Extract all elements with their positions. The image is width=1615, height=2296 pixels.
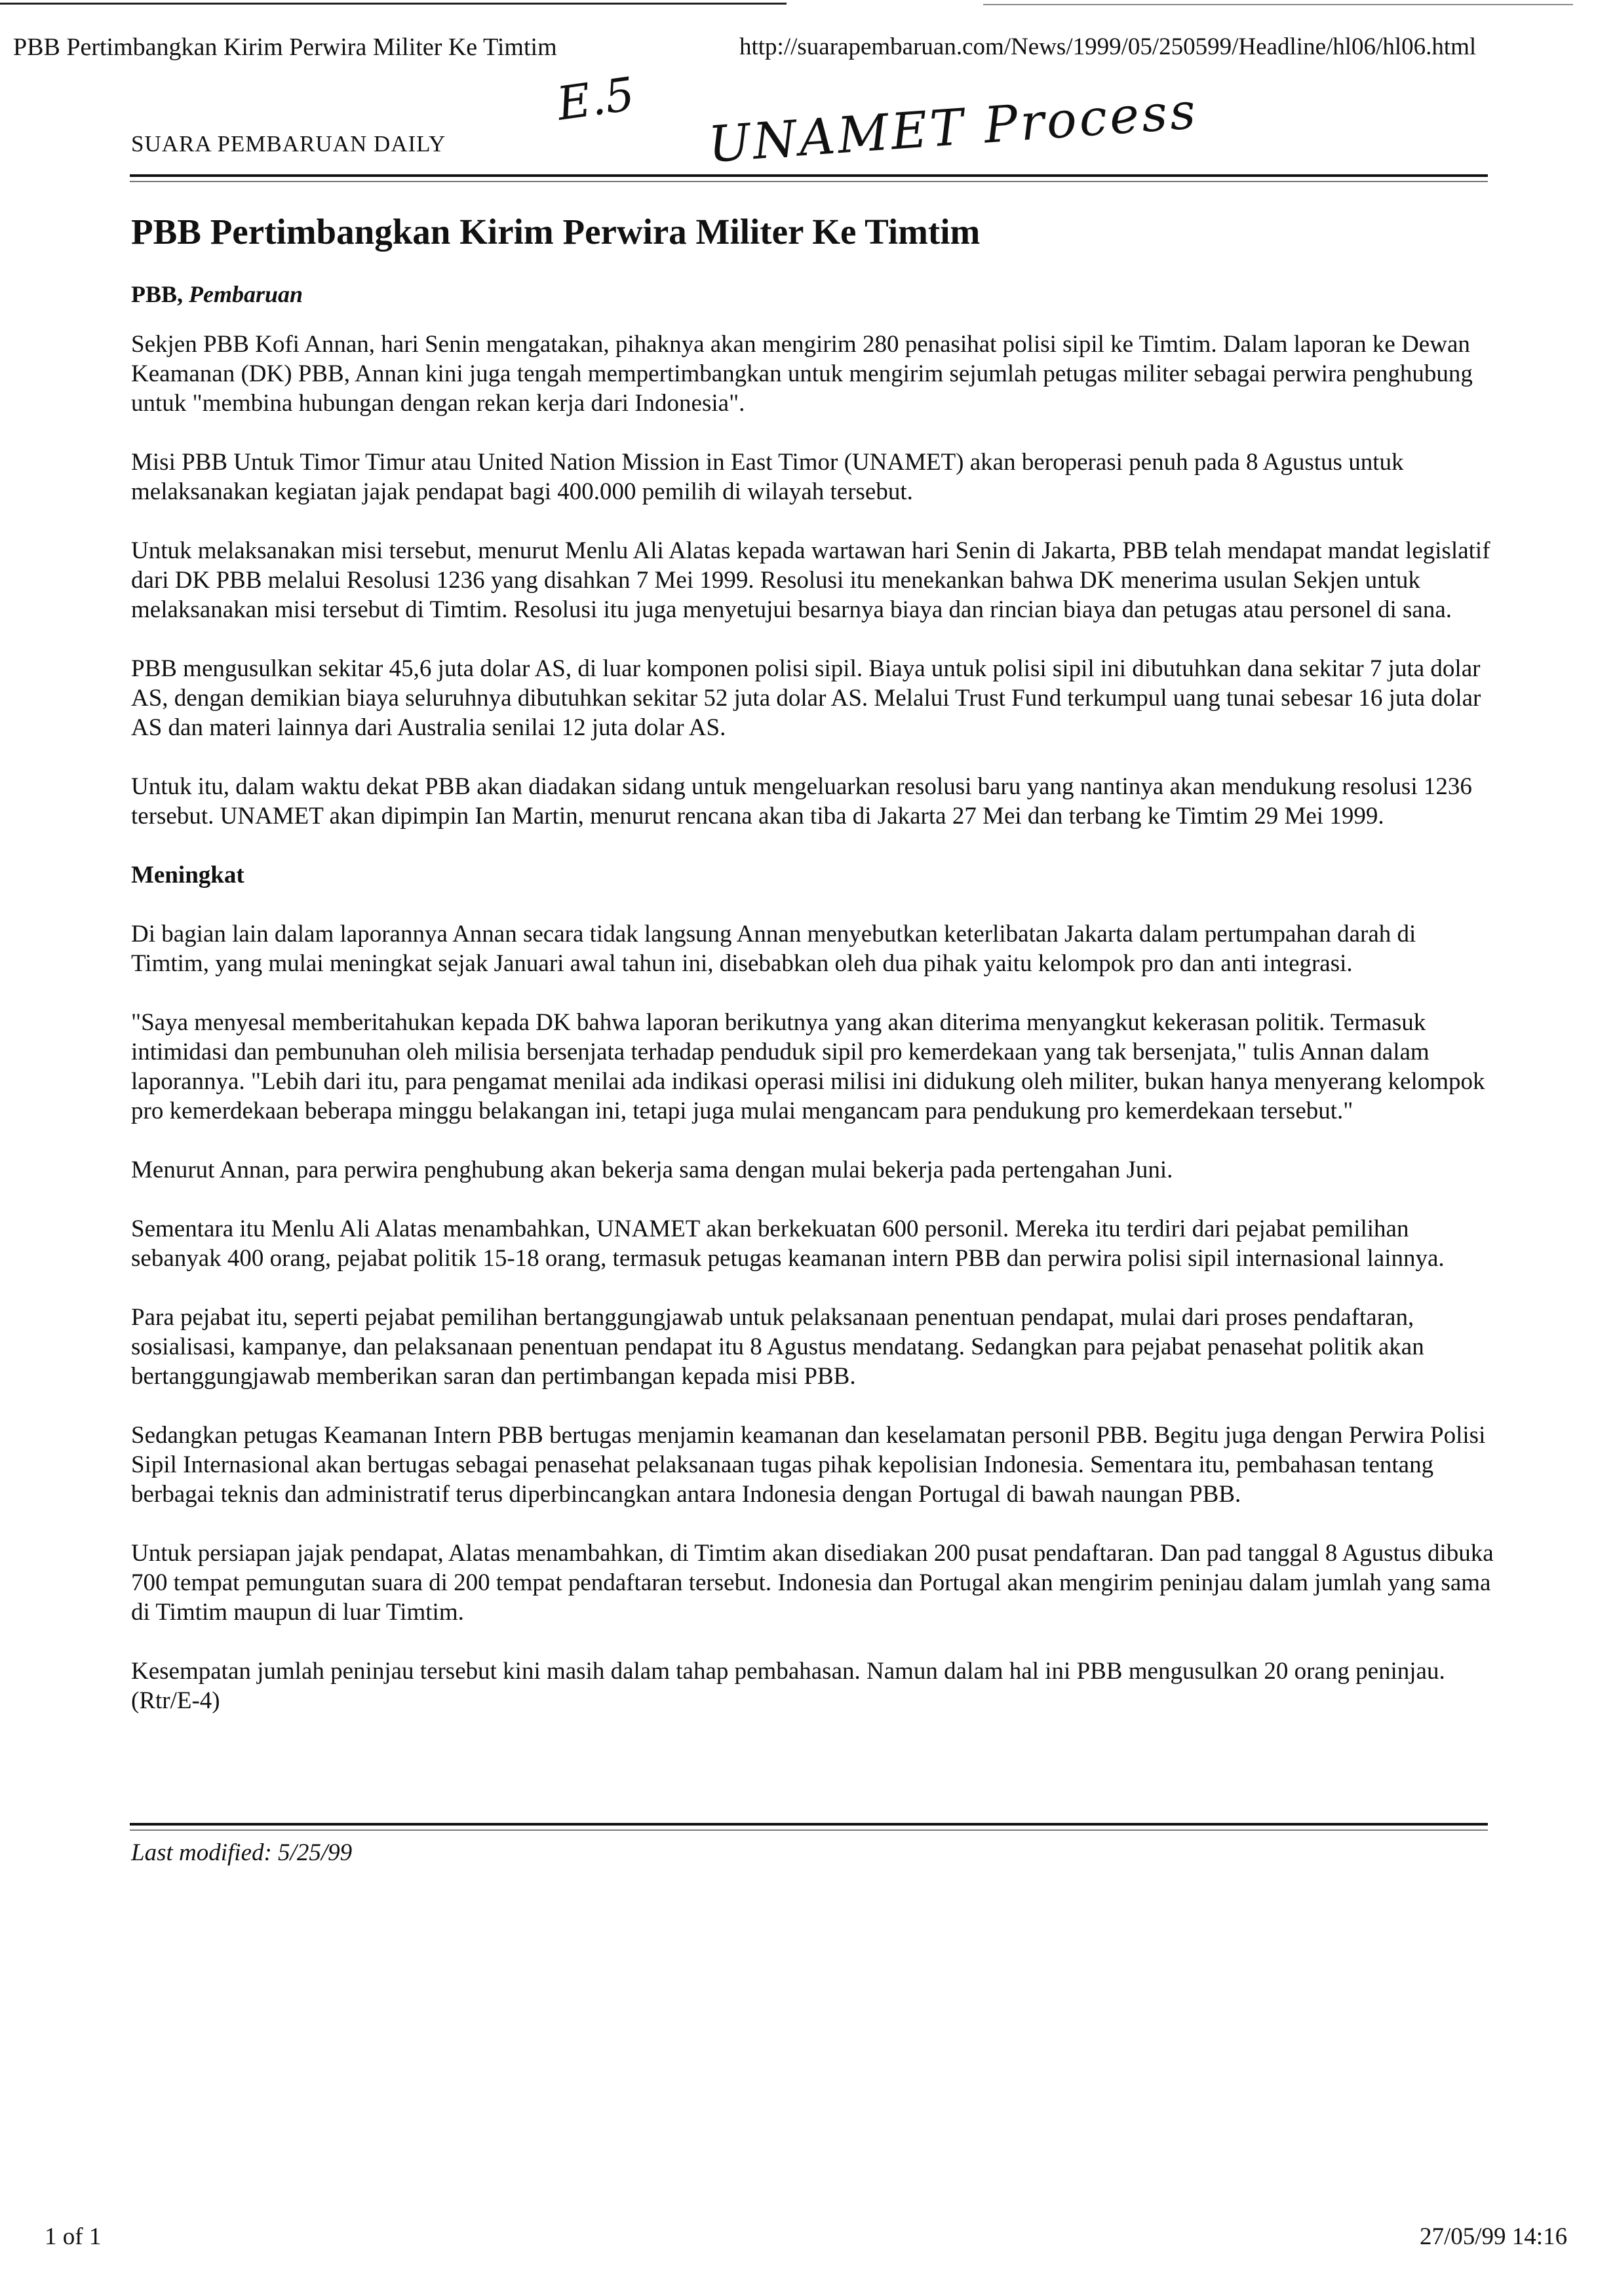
paragraph: Menurut Annan, para perwira penghubung akan bekerja sama dengan mulai bekerja pada pertengahan Juni. bbox=[131, 1157, 1173, 1183]
divider bbox=[130, 174, 1488, 182]
print-timestamp: 27/05/99 14:16 bbox=[1420, 2223, 1568, 2250]
paragraph: Untuk itu, dalam waktu dekat PBB akan diadakan sidang untuk mengeluarkan resolusi baru yang nantinya akan mendukung resolusi 1236 tersebut. UNAMET akan dipimpin Ian Martin, menurut rencana akan tiba di Jakarta 27 Mei dan terbang ke Timtim 29 Mei 1999. bbox=[131, 773, 1472, 830]
article-body bbox=[131, 330, 1494, 1745]
dateline bbox=[131, 280, 303, 308]
paragraph: Misi PBB Untuk Timor Timur atau United Nation Mission in East Timor (UNAMET) akan beroperasi penuh pada 8 Agustus untuk melaksanakan kegiatan jajak pendapat bagi 400.000 pemilih di wilayah tersebut. bbox=[131, 449, 1404, 505]
subheading: Meningkat bbox=[131, 862, 244, 889]
last-modified: Last modified: 5/25/99 bbox=[131, 1839, 353, 1866]
paragraph: Untuk persiapan jajak pendapat, Alatas menambahkan, di Timtim akan disediakan 200 pusat pendaftaran. Dan pad tanggal 8 Agustus dibuka 700 tempat pemungutan suara di 200 tempat pendaftaran tersebut. Indonesia dan Portugal akan mengirim peninjau dalam jumlah yang sama di Timtim maupun di luar Timtim. bbox=[131, 1540, 1494, 1626]
paragraph: Para pejabat itu, seperti pejabat pemilihan bertanggungjawab untuk pelaksanaan penentuan pendapat, mulai dari proses pendaftaran, sosialisasi, kampanye, dan pelaksanaan penentuan pendapat itu 8 Agustus mendatang. Sedangkan para pejabat penasehat politik akan bertanggungjawab memberikan saran dan pertimbangan kepada misi PBB. bbox=[131, 1304, 1424, 1390]
paragraph: Di bagian lain dalam laporannya Annan secara tidak langsung Annan menyebutkan keterlibatan Jakarta dalam pertumpahan darah di Timtim, yang mulai meningkat sejak Januari awal tahun ini, disebabkan oleh dua pihak yaitu kelompok pro dan anti integrasi. bbox=[131, 921, 1416, 977]
masthead: SUARA PEMBARUAN DAILY bbox=[131, 131, 446, 157]
scan-edge-line bbox=[983, 4, 1573, 5]
paragraph: Sekjen PBB Kofi Annan, hari Senin mengatakan, pihaknya akan mengirim 280 penasihat polisi sipil ke Timtim. Dalam laporan ke Dewan Keamanan (DK) PBB, Annan kini juga tengah mempertimbangkan untuk mengirim sejumlah petugas militer sebagai perwira penghubung untuk "membina hubungan dengan rekan kerja dari Indonesia". bbox=[131, 331, 1473, 417]
page-count: 1 of 1 bbox=[45, 2223, 102, 2250]
print-header-title: PBB Pertimbangkan Kirim Perwira Militer Ke Timtim bbox=[13, 33, 557, 61]
paragraph: Sedangkan petugas Keamanan Intern PBB bertugas menjamin keamanan dan keselamatan personil PBB. Begitu juga dengan Perwira Polisi Sipil Internasional akan bertugas sebagai penasehat pelaksanaan tugas pihak kepolisian Indonesia. Sementara itu, pembahasan tentang berbagai teknis dan administratif terus diperbincangkan antara Indonesia dengan Portugal di bawah naungan PBB. bbox=[131, 1422, 1486, 1508]
handwritten-note: E.5 bbox=[553, 67, 638, 131]
divider bbox=[130, 1823, 1488, 1831]
handwritten-note: UNAMET Process bbox=[706, 81, 1200, 174]
dateline-source: Pembaruan bbox=[189, 281, 303, 307]
scan-edge-line bbox=[0, 3, 787, 5]
paragraph: PBB mengusulkan sekitar 45,6 juta dolar AS, di luar komponen polisi sipil. Biaya untuk polisi sipil ini dibutuhkan dana sekitar 7 juta dolar AS, dengan demikian biaya seluruhnya dibutuhkan sekitar 52 juta dolar AS. Melalui Trust Fund terkumpul uang tunai sebesar 16 juta dolar AS dan materi lainnya dari Australia senilai 12 juta dolar AS. bbox=[131, 655, 1481, 741]
dateline-place: PBB, bbox=[131, 281, 184, 307]
article-headline: PBB Pertimbangkan Kirim Perwira Militer Ke Timtim bbox=[131, 212, 981, 252]
paragraph: "Saya menyesal memberitahukan kepada DK bahwa laporan berikutnya yang akan diterima menyangkut kekerasan politik. Termasuk intimidasi dan pembunuhan oleh milisia bersenjata terhadap penduduk sipil pro kemerdekaan yang tak bersenjata," tulis Annan dalam laporannya. "Lebih dari itu, para pengamat menilai ada indikasi operasi milisi ini didukung oleh militer, bukan hanya menyerang kelompok pro kemerdekaan beberapa minggu belakangan ini, tetapi juga mulai mengancam para pendukung pro kemerdekaan tersebut." bbox=[131, 1009, 1485, 1124]
paragraph: Sementara itu Menlu Ali Alatas menambahkan, UNAMET akan berkekuatan 600 personil. Mereka itu terdiri dari pejabat pemilihan sebanyak 400 orang, pejabat politik 15-18 orang, termasuk petugas keamanan intern PBB dan perwira polisi sipil internasional lainnya. bbox=[131, 1215, 1445, 1272]
print-header-url: http://suarapembaruan.com/News/1999/05/250599/Headline/hl06/hl06.html bbox=[739, 33, 1477, 60]
paragraph: Kesempatan jumlah peninjau tersebut kini masih dalam tahap pembahasan. Namun dalam hal ini PBB mengusulkan 20 orang peninjau. (Rtr/E-4) bbox=[131, 1658, 1445, 1714]
paragraph: Untuk melaksanakan misi tersebut, menurut Menlu Ali Alatas kepada wartawan hari Senin di Jakarta, PBB telah mendapat mandat legislatif dari DK PBB melalui Resolusi 1236 yang disahkan 7 Mei 1999. Resolusi itu menekankan bahwa DK menerima usulan Sekjen untuk melaksanakan misi tersebut di Timtim. Resolusi itu juga menyetujui besarnya biaya dan rincian biaya dan petugas atau personel di sana. bbox=[131, 537, 1490, 623]
